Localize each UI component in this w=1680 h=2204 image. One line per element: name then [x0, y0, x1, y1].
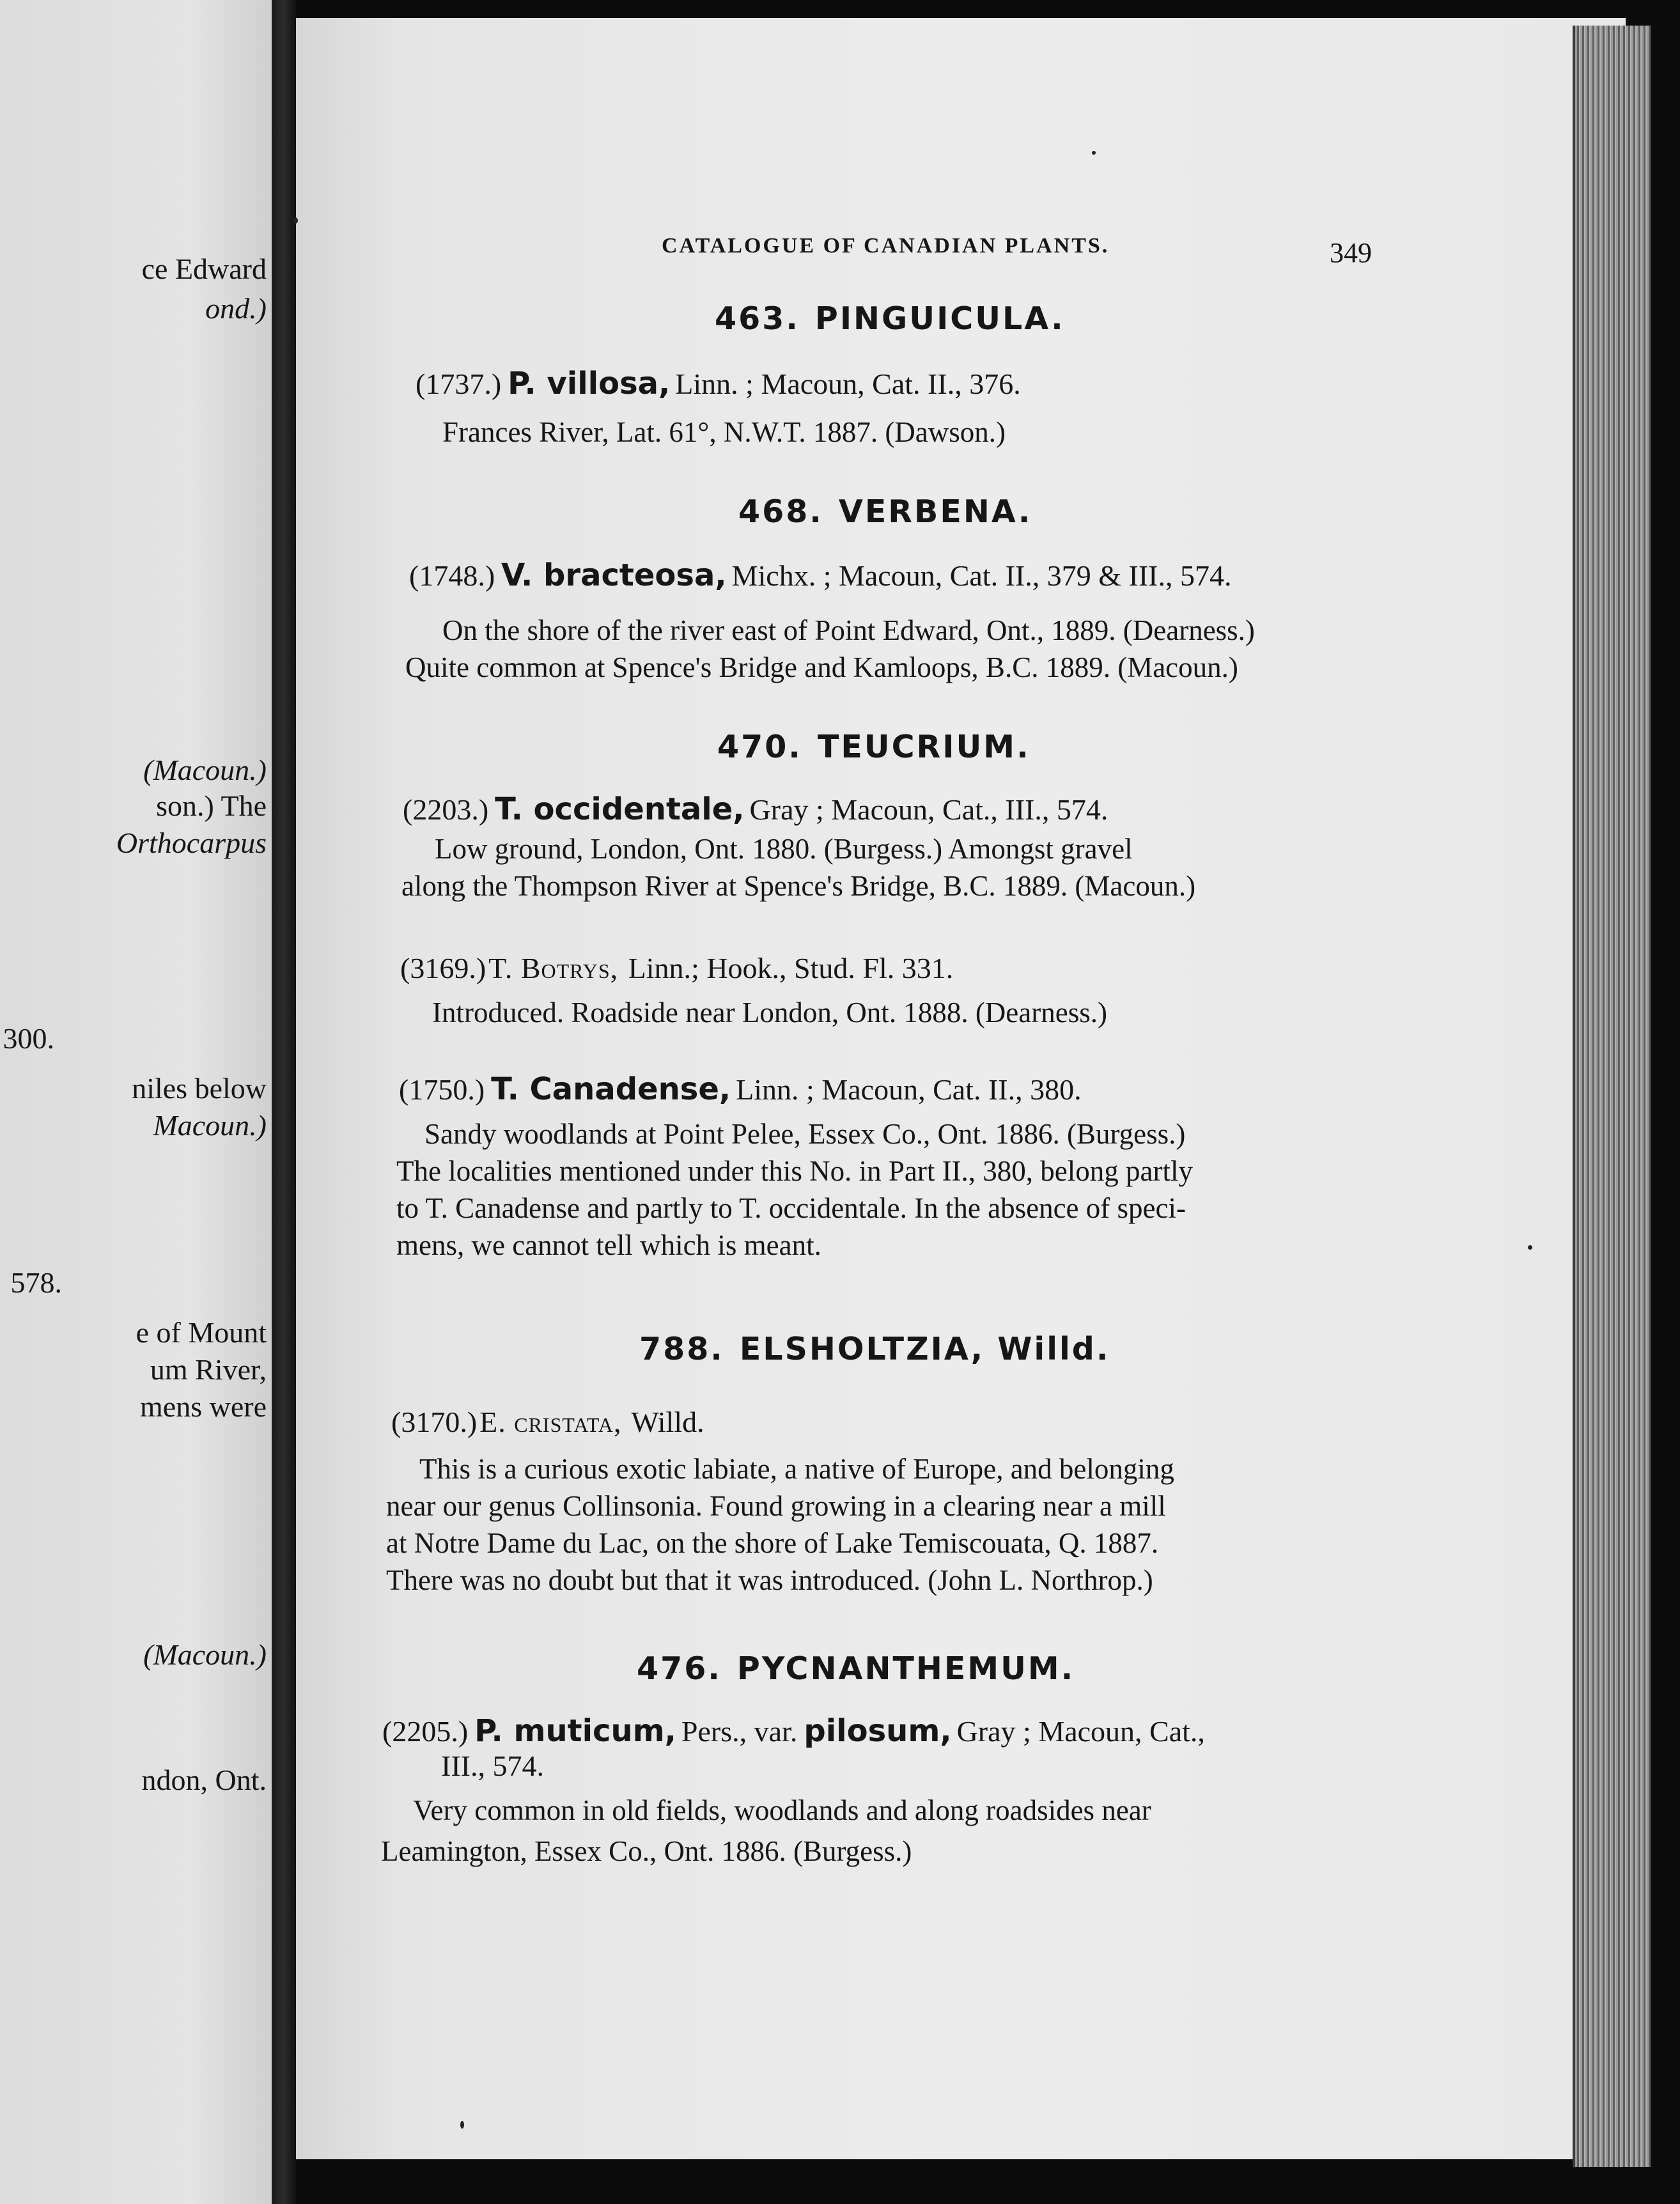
running-title: CATALOGUE OF CANADIAN PLANTS. — [662, 234, 1110, 258]
species-entry: (3170.)E. cristata, Willd. — [391, 1406, 704, 1438]
left-fragment: niles below — [132, 1072, 267, 1105]
locality-line: On the shore of the river east of Point Edward, Ont., 1889. (Dearness.) — [442, 614, 1255, 646]
left-fragment: son.) The — [156, 789, 267, 822]
genus-heading: 463. PINGUICULA. — [715, 300, 1065, 337]
species-entry: (1748.) V. bracteosa, Michx. ; Macoun, Cat. II., 379 & III., 574. — [409, 557, 1232, 593]
genus-heading: 470. TEUCRIUM. — [717, 729, 1031, 765]
species-entry: (2205.) P. muticum, Pers., var. pilosum, Gray ; Macoun, Cat., — [382, 1713, 1205, 1749]
left-fragment: (Macoun.) — [143, 1638, 267, 1671]
locality-line: Low ground, London, Ont. 1880. (Burgess.) Amongst gravel — [435, 833, 1133, 865]
note-line: This is a curious exotic labiate, a native of Europe, and belonging — [419, 1453, 1174, 1485]
note-line: near our genus Collinsonia. Found growing in a clearing near a mill — [386, 1490, 1166, 1522]
species-entry: (2203.) T. occidentale, Gray ; Macoun, Cat., III., 574. — [403, 791, 1108, 827]
locality-line: Very common in old fields, woodlands and along roadsides near — [413, 1794, 1151, 1826]
scan-speck — [460, 2121, 464, 2129]
left-fragment: (Macoun.) — [143, 754, 267, 786]
locality-line: along the Thompson River at Spence's Bridge, B.C. 1889. (Macoun.) — [401, 870, 1196, 902]
genus-heading: 468. VERBENA. — [738, 493, 1032, 530]
page-edge-stack — [1573, 26, 1651, 2167]
scan-speck — [293, 217, 298, 224]
left-fragment: ce Edward — [141, 252, 267, 285]
note-line: There was no doubt but that it was introduced. (John L. Northrop.) — [386, 1564, 1153, 1596]
scan-speck — [1092, 151, 1096, 155]
left-fragment: e of Mount — [136, 1316, 267, 1349]
left-fragment: ond.) — [205, 292, 267, 325]
note-line: at Notre Dame du Lac, on the shore of Lake Temiscouata, Q. 1887. — [386, 1527, 1159, 1559]
left-fragment: um River, — [150, 1353, 267, 1386]
left-fragment: ndon, Ont. — [141, 1764, 267, 1796]
genus-heading: 476. PYCNANTHEMUM. — [637, 1650, 1075, 1687]
left-page-fragment — [0, 0, 272, 2204]
locality-line: Leamington, Essex Co., Ont. 1886. (Burgess.) — [381, 1835, 912, 1867]
locality-line: Quite common at Spence's Bridge and Kamloops, B.C. 1889. (Macoun.) — [405, 651, 1238, 683]
locality-line: Sandy woodlands at Point Pelee, Essex Co., Ont. 1886. (Burgess.) — [424, 1118, 1186, 1150]
note-line: mens, we cannot tell which is meant. — [396, 1229, 821, 1261]
left-fragment: mens were — [140, 1390, 267, 1423]
species-entry: (3169.)T. Botrys, Linn.; Hook., Stud. Fl. 331. — [400, 952, 954, 984]
book-gutter — [272, 0, 296, 2204]
locality-line: Frances River, Lat. 61°, N.W.T. 1887. (Dawson.) — [442, 416, 1006, 448]
species-entry: (1737.) P. villosa, Linn. ; Macoun, Cat. II., 376. — [416, 366, 1021, 401]
note-line: The localities mentioned under this No. in Part II., 380, belong partly — [396, 1155, 1193, 1187]
species-entry: (1750.) T. Canadense, Linn. ; Macoun, Cat. II., 380. — [399, 1071, 1082, 1107]
scan-speck — [1528, 1245, 1532, 1250]
left-fragment: 300. — [3, 1022, 54, 1055]
genus-heading: 788. ELSHOLTZIA, Willd. — [639, 1331, 1110, 1367]
left-fragment: 578. — [10, 1266, 62, 1299]
left-fragment: Orthocarpus — [116, 827, 267, 859]
citation-continuation: III., 574. — [441, 1750, 544, 1782]
locality-line: Introduced. Roadside near London, Ont. 1888. (Dearness.) — [432, 997, 1107, 1028]
page-number: 349 — [1330, 237, 1372, 268]
left-fragment: Macoun.) — [153, 1109, 267, 1142]
note-line: to T. Canadense and partly to T. occidentale. In the absence of speci- — [396, 1192, 1186, 1224]
